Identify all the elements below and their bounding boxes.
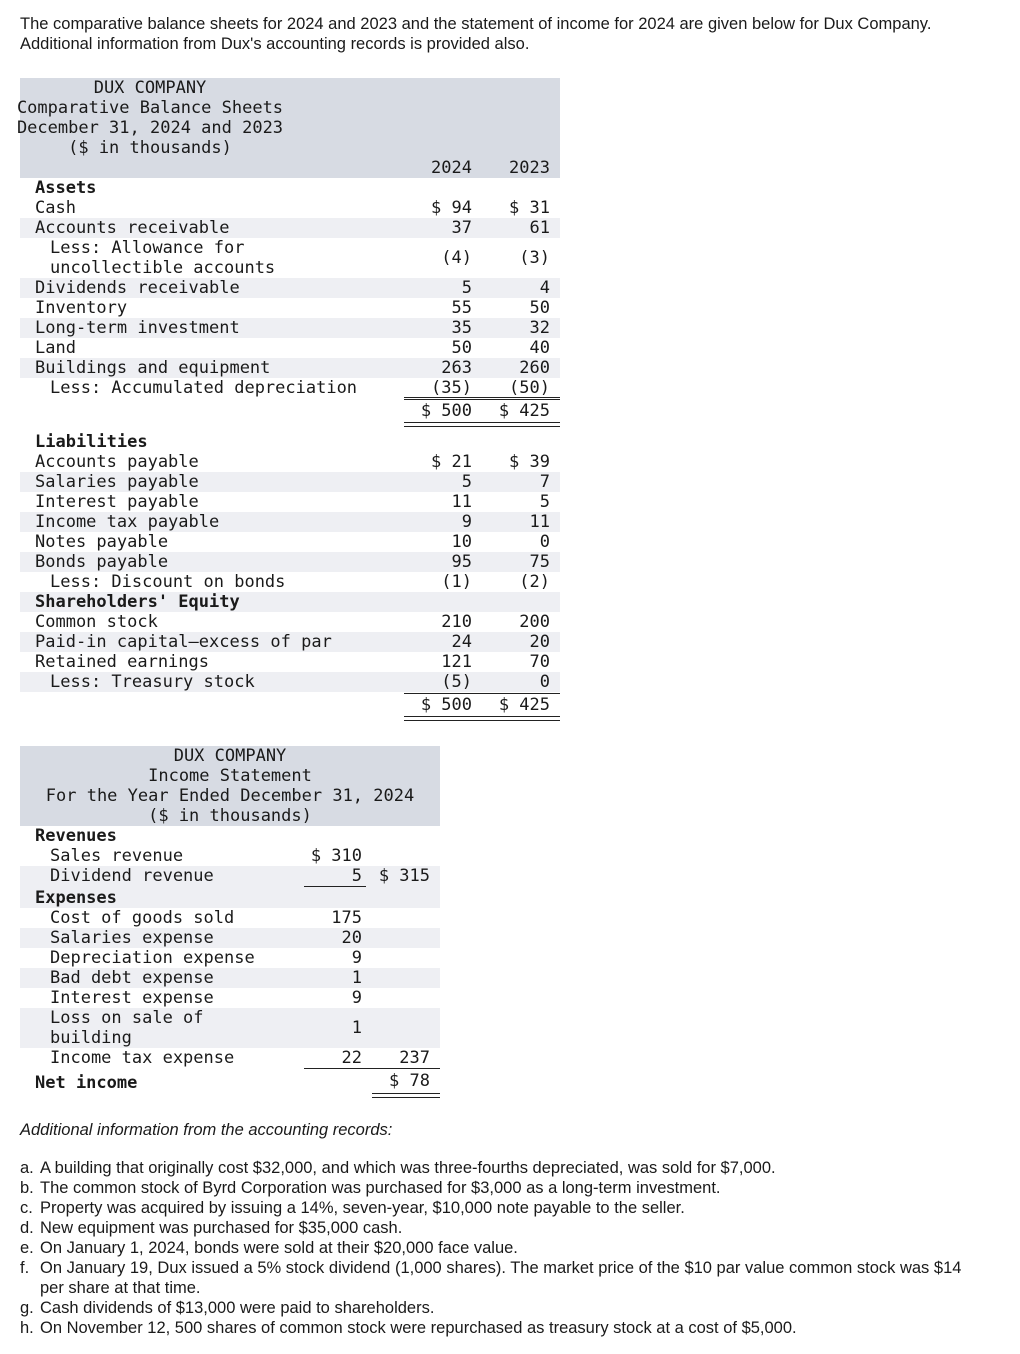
additional-info-item <box>20 1258 980 1298</box>
is-row <box>20 866 440 888</box>
is-title-company: DUX COMPANY <box>173 746 287 766</box>
bs-row-label: Notes payable <box>35 532 169 552</box>
bs-row-label: Land <box>35 338 76 358</box>
is-row-amount: 9 <box>351 988 362 1008</box>
equity-heading: Shareholders' Equity <box>35 592 240 612</box>
bs-row <box>20 218 560 238</box>
additional-info-list <box>20 1158 980 1338</box>
item-text: Property was acquired by issuing a 14%, seven-year, $10,000 note payable to the seller. <box>40 1199 685 1217</box>
item-marker: a. <box>20 1159 34 1177</box>
bs-row-2024: $ 21 <box>431 452 472 472</box>
is-row-amount: 175 <box>331 908 362 928</box>
is-title-period: For the Year Ended December 31, 2024 <box>45 786 415 806</box>
assets-total-row <box>20 398 560 422</box>
bs-row <box>20 238 560 278</box>
item-text: On January 19, Dux issued a 5% stock dividend (1,000 shares). The market price of the $10 par value common stock was $14 per share at that time. <box>40 1259 962 1297</box>
bs-title-company: DUX COMPANY <box>93 78 207 98</box>
additional-info-item <box>20 1218 980 1238</box>
bs-row-2023: 32 <box>529 318 550 338</box>
additional-info-title: Additional information from the accounting records: <box>20 1121 393 1139</box>
bs-row-2024: 95 <box>451 552 472 572</box>
bs-row-2023: 4 <box>539 278 550 298</box>
is-row <box>20 928 440 948</box>
is-row <box>20 908 440 928</box>
underline <box>404 399 560 400</box>
bs-row-2023: 70 <box>529 652 550 672</box>
additional-info-item <box>20 1198 980 1218</box>
bs-row <box>20 612 560 632</box>
is-row-total: $ 315 <box>378 866 430 886</box>
bs-row-2023: 50 <box>529 298 550 318</box>
bs-row <box>20 338 560 358</box>
item-marker: f. <box>20 1259 30 1277</box>
bs-row-label: Common stock <box>35 612 158 632</box>
is-row-label: Income tax expense <box>50 1048 235 1068</box>
underline <box>304 886 366 887</box>
item-marker: h. <box>20 1319 34 1337</box>
bs-row-label: Accounts payable <box>35 452 199 472</box>
is-row-label: Interest expense <box>50 988 214 1008</box>
additional-information <box>20 1120 980 1338</box>
balance-sheet <box>16 78 560 716</box>
bs-row <box>20 532 560 552</box>
bs-col-2024: 2024 <box>431 158 472 178</box>
is-row-amount: $ 310 <box>310 846 362 866</box>
additional-info-item <box>20 1318 980 1338</box>
intro-paragraph: The comparative balance sheets for 2024 and 2023 and the statement of income for 2024 are given below for Dux Company. Additional information from Dux's accounting records is provided also. <box>20 15 932 53</box>
bs-row-2023: 0 <box>539 672 550 692</box>
bs-row-2024: 210 <box>441 612 472 632</box>
bs-row <box>20 452 560 472</box>
is-row-amount: 1 <box>351 968 362 988</box>
item-marker: g. <box>20 1299 34 1317</box>
bs-row-label: Income tax payable <box>35 512 220 532</box>
bs-row-2024: (1) <box>441 572 472 592</box>
bs-row-2024: 263 <box>441 358 472 378</box>
bs-row <box>20 472 560 492</box>
is-title-units: ($ in thousands) <box>148 806 312 826</box>
bs-row <box>20 632 560 652</box>
bs-row-2023: $ 31 <box>509 198 550 218</box>
bs-row-2024: (5) <box>441 672 472 692</box>
is-row-amount: 9 <box>351 948 362 968</box>
item-marker: e. <box>20 1239 34 1257</box>
bs-row-2024: $ 94 <box>431 198 472 218</box>
liab-equity-total-2023: $ 425 <box>498 695 550 715</box>
assets-heading: Assets <box>35 178 97 198</box>
item-text: On January 1, 2024, bonds were sold at their $20,000 face value. <box>40 1239 518 1257</box>
bs-row-2024: 24 <box>451 632 472 652</box>
bs-row-2024: (35) <box>431 378 472 398</box>
bs-row-2024: 55 <box>451 298 472 318</box>
bs-row-label: Retained earnings <box>35 652 209 672</box>
item-text: The common stock of Byrd Corporation was purchased for $3,000 as a long-term investment. <box>40 1179 721 1197</box>
expenses-heading: Expenses <box>35 888 117 908</box>
assets-total-2024: $ 500 <box>420 401 472 421</box>
bs-row-2023: 5 <box>539 492 550 512</box>
is-row-label: Salaries expense <box>50 928 214 948</box>
bs-title-name: Comparative Balance Sheets <box>16 98 284 118</box>
assets-heading-row <box>20 178 560 198</box>
bs-row-label: Salaries payable <box>35 472 199 492</box>
bs-row-2023: (50) <box>509 378 550 398</box>
double-underline <box>404 716 560 721</box>
item-marker: d. <box>20 1219 34 1237</box>
item-text: On November 12, 500 shares of common stock were repurchased as treasury stock at a cost of $5,000. <box>40 1319 797 1337</box>
bs-row-label: Bonds payable <box>35 552 169 572</box>
is-row <box>20 968 440 988</box>
bs-row <box>20 512 560 532</box>
bs-row-label: Accounts receivable <box>35 218 230 238</box>
bs-row-2024: 10 <box>451 532 472 552</box>
bs-row <box>20 652 560 672</box>
bs-row <box>20 198 560 218</box>
item-text: A building that originally cost $32,000, and which was three-fourths depreciated, was sold for $7,000. <box>40 1159 776 1177</box>
bs-row <box>20 358 560 378</box>
liab-equity-total-row <box>20 692 560 716</box>
bs-row-label: Cash <box>35 198 76 218</box>
is-row <box>20 988 440 1008</box>
assets-total-2023: $ 425 <box>498 401 550 421</box>
is-row <box>20 1008 440 1048</box>
bs-row-2023: (3) <box>519 248 550 268</box>
bs-row-2023: (2) <box>519 572 550 592</box>
bs-row-label: Interest payable <box>35 492 199 512</box>
bs-row <box>20 492 560 512</box>
bs-column-headers <box>20 158 560 178</box>
liabilities-heading-row <box>20 432 560 452</box>
revenues-heading-row <box>20 826 440 846</box>
bs-row-2024: 121 <box>441 652 472 672</box>
bs-row-2024: 37 <box>451 218 472 238</box>
item-marker: b. <box>20 1179 34 1197</box>
net-income-label: Net income <box>35 1073 138 1093</box>
is-row <box>20 846 440 866</box>
is-row-amount: 22 <box>341 1048 362 1068</box>
is-row-label: Loss on sale of building <box>50 1008 204 1048</box>
is-title-name: Income Statement <box>148 766 312 786</box>
bs-row-2023: 200 <box>519 612 550 632</box>
bs-row-2023: 40 <box>529 338 550 358</box>
bs-row-2023: $ 39 <box>509 452 550 472</box>
item-text: New equipment was purchased for $35,000 cash. <box>40 1219 403 1237</box>
bs-row-label: Less: Treasury stock <box>50 672 255 692</box>
is-row-total: 237 <box>399 1048 430 1068</box>
bs-row <box>20 672 560 692</box>
bs-row-2023: 11 <box>529 512 550 532</box>
equity-heading-row <box>20 592 560 612</box>
item-marker: c. <box>20 1199 33 1217</box>
additional-info-item <box>20 1178 980 1198</box>
is-row-amount: 1 <box>351 1018 362 1038</box>
expenses-heading-row <box>20 888 440 908</box>
is-row <box>20 948 440 968</box>
is-row-label: Cost of goods sold <box>50 908 235 928</box>
bs-row <box>20 378 560 398</box>
bs-row-2024: 5 <box>461 472 472 492</box>
bs-row-2024: 11 <box>451 492 472 512</box>
bs-title-units: ($ in thousands) <box>68 138 232 158</box>
double-underline <box>372 1093 440 1098</box>
bs-row-label: Less: Allowance for uncollectible accounts <box>50 238 276 278</box>
is-row <box>20 1048 440 1070</box>
underline <box>404 693 560 694</box>
bs-row-2023: 7 <box>539 472 550 492</box>
bs-row-2023: 0 <box>539 532 550 552</box>
bs-row-label: Inventory <box>35 298 128 318</box>
bs-row-2023: 75 <box>529 552 550 572</box>
is-row-label: Bad debt expense <box>50 968 214 988</box>
bs-row-label: Paid-in capital—excess of par <box>35 632 332 652</box>
bs-row-2024: 35 <box>451 318 472 338</box>
bs-row-2023: 260 <box>519 358 550 378</box>
bs-row-2024: 50 <box>451 338 472 358</box>
net-income-value: $ 78 <box>389 1071 430 1091</box>
is-row-label: Dividend revenue <box>50 866 214 886</box>
additional-info-item <box>20 1158 980 1178</box>
bs-title-date: December 31, 2024 and 2023 <box>16 118 284 138</box>
is-row-label: Sales revenue <box>50 846 184 866</box>
bs-row <box>20 552 560 572</box>
bs-row-2024: 5 <box>461 278 472 298</box>
bs-row-2024: (4) <box>441 248 472 268</box>
income-statement-header <box>20 746 440 826</box>
bs-row-label: Buildings and equipment <box>35 358 271 378</box>
net-income-row <box>20 1070 440 1094</box>
is-row-amount: 5 <box>351 866 362 886</box>
additional-info-item <box>20 1298 980 1318</box>
bs-row-2023: 20 <box>529 632 550 652</box>
balance-sheet-header <box>16 78 560 178</box>
item-text: Cash dividends of $13,000 were paid to shareholders. <box>40 1299 435 1317</box>
underline <box>304 1068 440 1069</box>
bs-row <box>20 298 560 318</box>
bs-row-label: Less: Accumulated depreciation <box>50 378 358 398</box>
bs-row-label: Long-term investment <box>35 318 240 338</box>
bs-row-label: Less: Discount on bonds <box>50 572 286 592</box>
bs-row <box>20 572 560 592</box>
income-statement <box>20 746 440 1094</box>
liabilities-heading: Liabilities <box>35 432 148 452</box>
liab-equity-total-2024: $ 500 <box>420 695 472 715</box>
revenues-heading: Revenues <box>35 826 117 846</box>
bs-row <box>20 278 560 298</box>
bs-col-2023: 2023 <box>509 158 550 178</box>
bs-row-label: Dividends receivable <box>35 278 240 298</box>
is-row-amount: 20 <box>341 928 362 948</box>
bs-row-2024: 9 <box>461 512 472 532</box>
bs-row <box>20 318 560 338</box>
is-row-label: Depreciation expense <box>50 948 255 968</box>
additional-info-item <box>20 1238 980 1258</box>
bs-row-2023: 61 <box>529 218 550 238</box>
